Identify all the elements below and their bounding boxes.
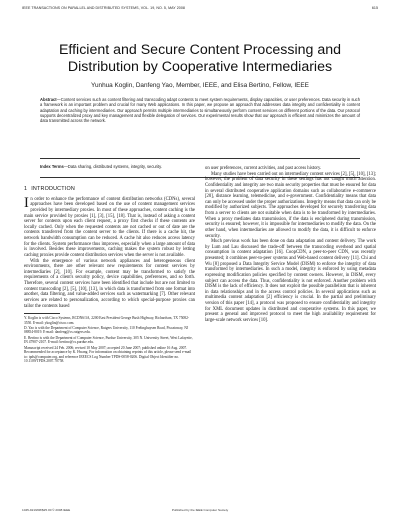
index-terms-text: —Data sharing, distributed systems, integrity, security.	[63, 164, 162, 169]
page-footer	[22, 508, 378, 512]
drop-cap: I	[24, 195, 29, 212]
author-list: Yunhua Koglin, Danfeng Yao, Member, IEEE, and Elisa Bertino, Fellow, IEEE	[91, 82, 309, 89]
divider-after-abstract	[40, 158, 360, 159]
page-number: 615	[371, 6, 378, 10]
paper-title: Efficient and Secure Content Processing and Distribution by Cooperative Intermediaries	[58, 42, 342, 75]
right-paragraph-3: Much previous work has been done on data adaptation and content delivery. The work by Lum and Lau discussed the trade-off between the transcoding overhead and spatial consumption in content adaptation [16]. CoopCDN, a peer-to-peer CDN, was recently presented; it combines peer-to-peer systems and Web-based content delivery [11]. Chi and Wu [8] proposed a Data Integrity Service Model (DISM) to enforce the integrity of data transformed by intermediaries. In such a model, integrity is enforced by using metadata expressing modification policies specified by content owners. However, in DISM, every subject can access the data. Thus, confidentiality is not enforced. Another problem with DISM is the lack of efficiency. It does not exploit the possible parallelism that is inherent in data relationships and in the access control policies. In several applications such as multimedia content adaptation [2] efficiency is crucial. In the partial and preliminary version of this paper [14], a protocol was proposed to ensure confidentiality and integrity for XML document updates in distributed and cooperative systems. In this paper, we present a general and improved protocol to meet the high availability requirement for large-scale network services [10].	[205, 239, 376, 323]
abstract	[40, 97, 360, 123]
footnote-divider	[24, 313, 60, 314]
section-heading	[24, 187, 195, 193]
manuscript-info: Manuscript received 24 Feb. 2006; revised 10 May 2007; accepted 20 June 2007; published online 16 Aug. 2007. Recommended for acceptance by K. Hwang. For information on obtaining reprints of this article, please send e-mail to: tpds@computer.org, and reference IEEECS Log Number TPDS-0058-0206. Digital Object Identifier no. 10.1109/TPDS.2007.70758.	[24, 346, 192, 364]
intro-paragraph-2: With the emergence of various network appliances and heterogeneous client environments, there are other relevant new requirements for content services by intermediaries [2], [10]. For example, content may be transformed to satisfy the requirements of a client's security policy, device capabilities, preferences, and so forth. Therefore, several content services have been identified that include but are not limited to content transcoding [2], [5], [10], [13], in which data is transformed from one format into another, data filtering, and value-added services such as watermarking [7]. Other relevant services are related to personalization, according to which special-purpose proxies can tailor the contents based	[24, 258, 195, 309]
footnotes	[24, 316, 195, 364]
right-paragraph-1: on user preferences, current activities, and past access history.	[205, 166, 322, 171]
section-title: INTRODUCTION	[31, 186, 75, 192]
right-column	[205, 166, 376, 324]
right-paragraph-2: Many studies have been carried out on intermediary content services [2], [5], [10], [13]; however, the problem of data security in these settings has not caught much attention. Confidentiality and integrity are two main security properties that must be ensured for data in several distributed cooperative application domains such as collaborative e-commerce [20], distance learning, telemedicine, and e-government. Confidentiality means that data can only be accessed under the proper authorizations. Integrity means that data can only be modified by authorized subjects. The approaches developed for securely transferring data from a server to clients are not suitable when data is to be transformed by intermediaries. When a proxy mediates data transmission, if the data is enciphered during transmission, security is ensured; however, it is impossible for intermediaries to modify the data. On the other hand, when intermediaries are allowed to modify the data, it is difficult to enforce security.	[205, 171, 376, 239]
footnote-author-2: D. Yao is with the Department of Computer Science, Rutgers University, 110 Frelinghuysen Road, Piscataway, NJ 08854-8019. E-mail: danfeng@cs.rutgers.edu.	[24, 325, 189, 335]
abstract-label: Abstract	[40, 97, 57, 102]
journal-header: IEEE TRANSACTIONS ON PARALLEL AND DISTRIBUTED SYSTEMS, VOL. 19, NO. 5, MAY 2008	[22, 6, 185, 10]
index-terms-label: Index Terms	[40, 164, 64, 169]
intro-paragraph-1-text: n order to enhance the performance of content distribution networks (CDNs), several approaches have been developed based on the use of content management services provided by intermediary proxies. In most of these approaches, content caching is the main service provided by proxies [1], [3], [15], [18]. That is, instead of asking a content server for contents upon each client request, a proxy first checks if these contents are locally cached. Only when the requested contents are not cached or out of date are the contents transferred from the content server to the clients. If there is a cache hit, the network bandwidth consumption can be reduced. A cache hit also reduces access latency for the clients. System performance thus improves, especially when a large amount of data is involved. Besides these improvements, caching makes the system robust by letting caching proxies provide content distribution services when the server is not available.	[24, 196, 195, 258]
footnote-author-3: E. Bertino is with the Department of Computer Science, Purdue University, 305 N. University Street, West Lafayette, IN 47907-2107. E-mail: bertino@cs.purdue.edu.	[24, 335, 193, 345]
left-column	[24, 187, 195, 364]
abstract-text: —Content services such as content filtering and transcoding adapt contents to meet system requirements, display capacities, or user preferences. Data security in such a framework is an important problem and crucial for many Web applications. In this paper, we propose an approach that addresses data integrity and confidentiality in content adaptation and caching by intermediaries. Our approach permits multiple intermediaries to simultaneously perform content services on different portions of the data. Our protocol supports decentralized proxy and key management and flexible delegation of services. Our experimental results show that our approach is efficient and minimizes the amount of data transmitted across the network.	[40, 97, 360, 123]
intro-paragraph-1	[24, 197, 195, 259]
publisher-notice: Published by the IEEE Computer Society	[171, 508, 229, 512]
copyright-notice: 1045-9219/08/$25.00 © 2008 IEEE	[22, 508, 71, 512]
section-number: 1	[24, 186, 28, 192]
running-head	[22, 6, 378, 10]
footnote-author-1: Y. Koglin is with Cisco Systems, RCDN6/3A, 2200 East President George Bush Highway, Richardson, TX 75082-3550. E-mail: ykoglin@cisco.com.	[24, 316, 190, 325]
